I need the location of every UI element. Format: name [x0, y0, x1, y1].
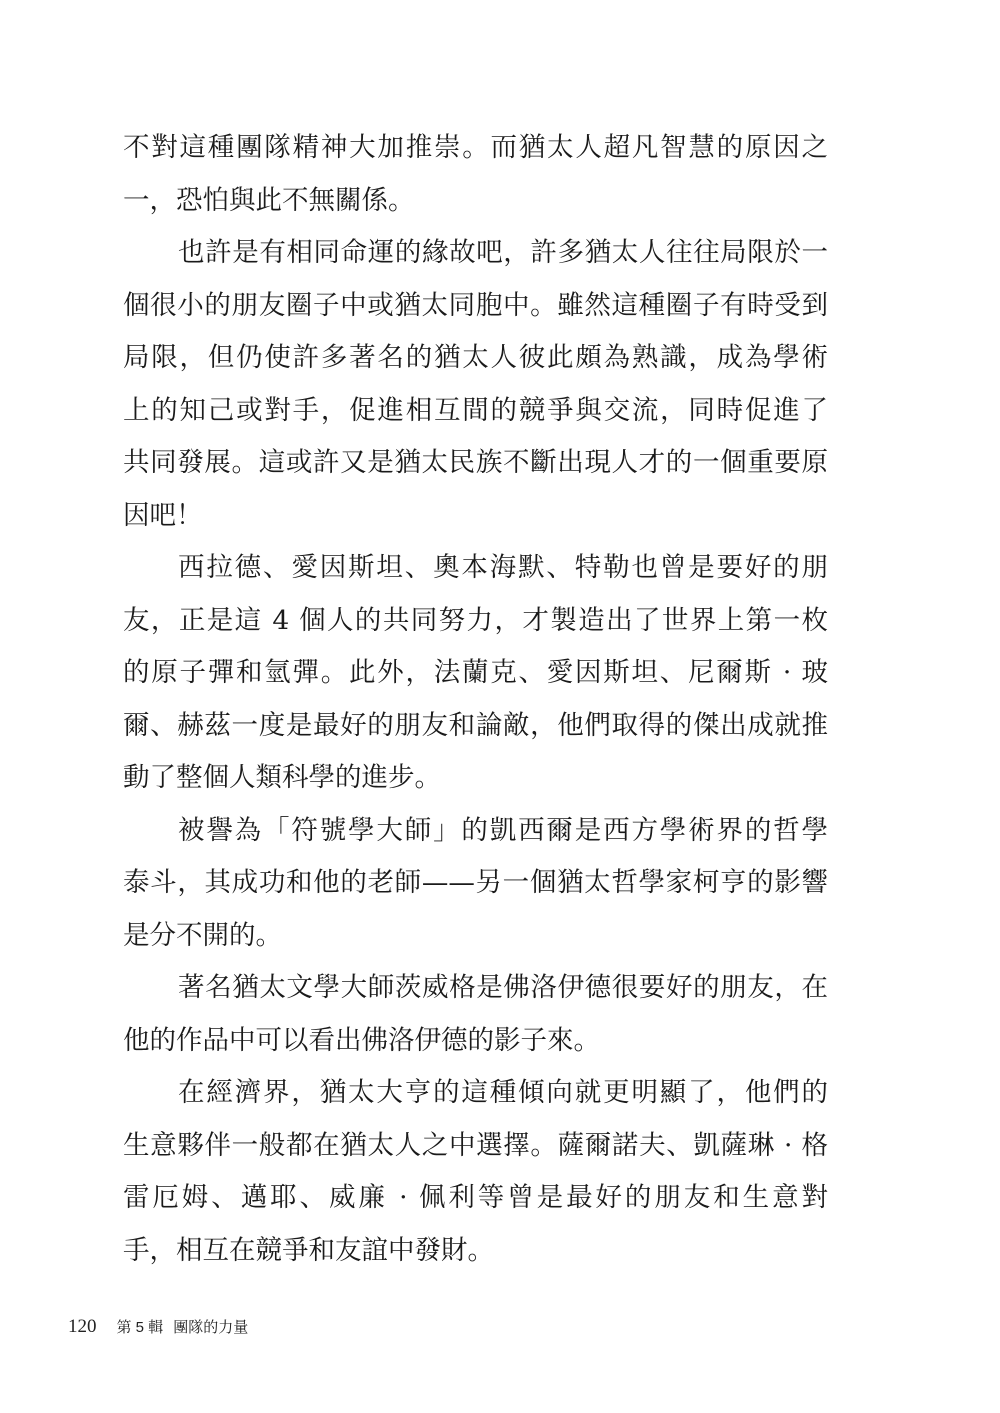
paragraph [123, 805, 828, 963]
paragraph [123, 962, 828, 1067]
chapter-label: 第 5 輯 [116, 1319, 164, 1336]
paragraph [123, 542, 828, 805]
text-line: 他的作品中可以看出佛洛伊德的影子來。 [123, 1024, 600, 1056]
text-line: 也許是有相同命運的緣故吧，許多猶太人往往局限於一 [178, 237, 828, 268]
text-line: 共同發展。這或許又是猶太民族不斷出現人才的一個重要原 [123, 447, 828, 478]
text-line: 的原子彈和氫彈。此外，法蘭克、愛因斯坦、尼爾斯 · 玻 [123, 657, 828, 688]
text-line: 不對這種團隊精神大加推崇。而猶太人超凡智慧的原因之 [123, 132, 828, 163]
text-line: 著名猶太文學大師茨威格是佛洛伊德很要好的朋友，在 [178, 972, 828, 1003]
text-line: 是分不開的。 [123, 919, 282, 951]
page-number: 120 [68, 1316, 97, 1337]
text-line: 友，正是這 4 個人的共同努力，才製造出了世界上第一枚 [123, 604, 828, 636]
text-line: 因吧！ [123, 499, 203, 531]
paragraph [123, 227, 828, 542]
page-footer [68, 1316, 248, 1338]
text-line: 生意夥伴一般都在猶太人之中選擇。薩爾諾夫、凱薩琳 · 格 [123, 1129, 828, 1161]
text-line: 一，恐怕與此不無關係。 [123, 184, 415, 216]
paragraph [123, 1067, 828, 1277]
text-line: 在經濟界，猶太大亨的這種傾向就更明顯了，他們的 [178, 1077, 828, 1108]
text-line: 個很小的朋友圈子中或猶太同胞中。雖然這種圈子有時受到 [123, 289, 828, 321]
chapter-title: 團隊的力量 [173, 1319, 249, 1336]
paragraph [123, 122, 828, 227]
text-line: 上的知己或對手，促進相互間的競爭與交流，同時促進了 [123, 394, 828, 426]
text-line: 手，相互在競爭和友誼中發財。 [123, 1234, 494, 1266]
text-line: 泰斗，其成功和他的老師——另一個猶太哲學家柯亨的影響 [123, 867, 828, 898]
text-line: 爾、赫茲一度是最好的朋友和論敵，他們取得的傑出成就推 [123, 709, 828, 741]
text-line: 西拉德、愛因斯坦、奧本海默、特勒也曾是要好的朋 [178, 552, 828, 583]
body-text [123, 122, 828, 1277]
text-line: 被譽為「符號學大師」的凱西爾是西方學術界的哲學 [178, 814, 828, 846]
text-line: 雷厄姆、邁耶、威廉 · 佩利等曾是最好的朋友和生意對 [123, 1182, 828, 1213]
text-line: 動了整個人類科學的進步。 [123, 762, 441, 793]
text-line: 局限，但仍使許多著名的猶太人彼此頗為熟識，成為學術 [123, 342, 828, 373]
